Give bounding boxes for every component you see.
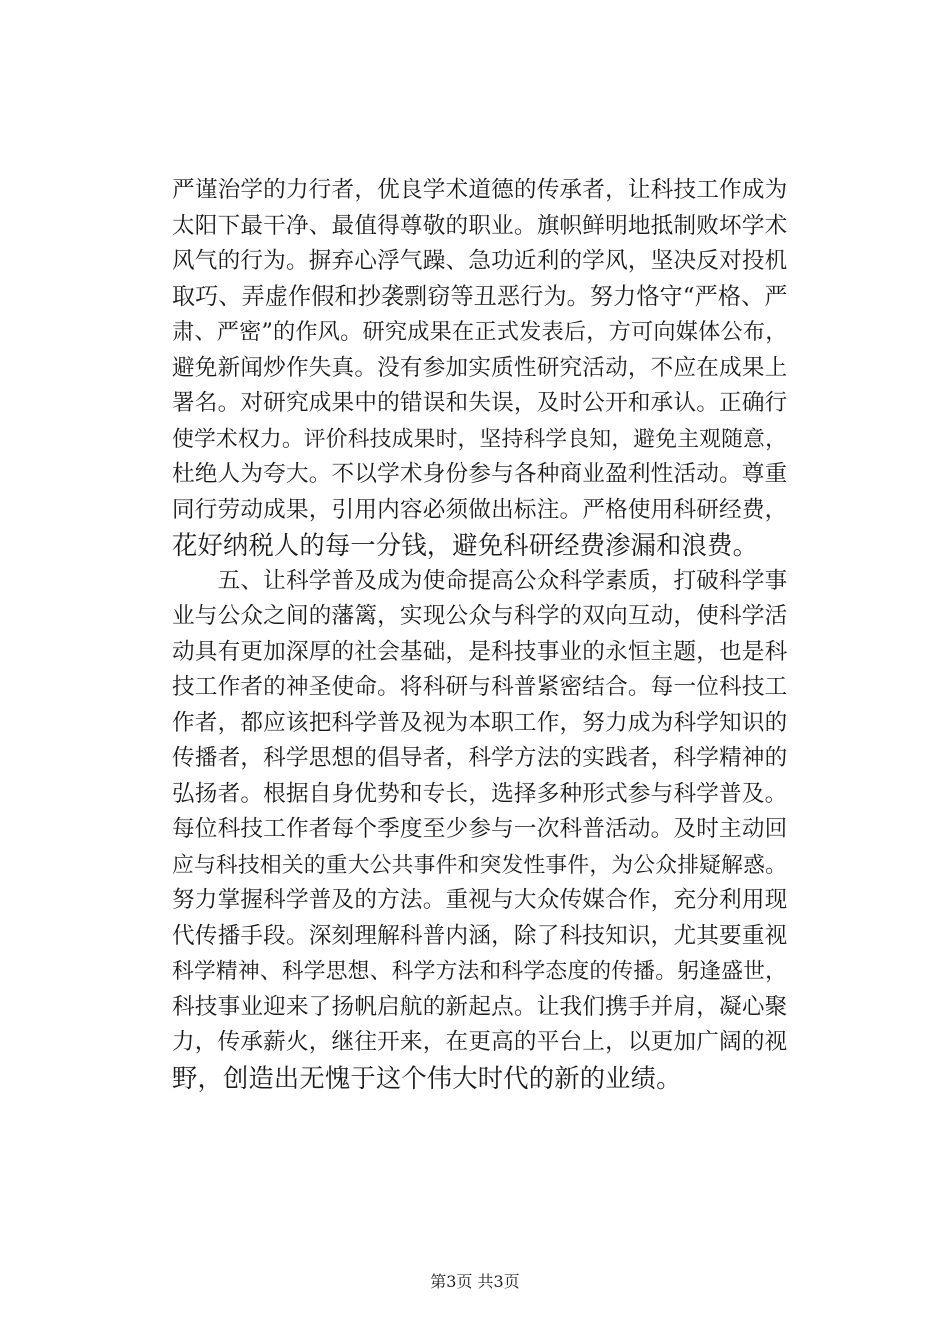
text-line: 署名。对研究成果中的错误和失误，及时公开和承认。正确行 <box>172 390 788 416</box>
text-line: 动具有更加深厚的社会基础，是科技事业的永恒主题，也是科 <box>172 638 788 665</box>
text-line: 五、让科学普及成为使命提高公众科学素质，打破科学事 <box>172 567 788 594</box>
text-line: 肃、严密”的作风。研究成果在正式发表后，方可向媒体公布， <box>172 319 788 345</box>
text-line: 风气的行为。摒弃心浮气躁、急功近利的学风，坚决反对投机 <box>172 248 788 274</box>
text-line: 严谨治学的力行者，优良学术道德的传承者，让科技工作成为 <box>172 177 788 203</box>
body-text <box>172 173 792 1096</box>
text-line: 代传播手段。深刻理解科普内涵，除了科技知识，尤其要重视 <box>172 922 788 949</box>
page-footer: 第3页 共3页 <box>430 1272 520 1291</box>
text-line: 花好纳税人的每一分钱，避免科研经费渗漏和浪费。 <box>172 531 759 560</box>
text-line: 业与公众之间的藩篱，实现公众与科学的双向互动，使科学活 <box>172 603 788 629</box>
text-line: 应与科技相关的重大公共事件和突发性事件，为公众排疑解惑。 <box>172 852 788 878</box>
text-line: 传播者，科学思想的倡导者，科学方法的实践者，科学精神的 <box>172 745 788 771</box>
text-line: 杜绝人为夸大。不以学术身份参与各种商业盈利性活动。尊重 <box>172 461 788 487</box>
text-line: 力，传承薪火，继往开来，在更高的平台上，以更加广阔的视 <box>172 1029 788 1055</box>
text-line: 取巧、弄虚作假和抄袭剽窃等丑恶行为。努力恪守“严格、严 <box>172 283 788 310</box>
text-line: 野，创造出无愧于这个伟大时代的新的业绩。 <box>172 1063 682 1093</box>
text-line: 努力掌握科学普及的方法。重视与大众传媒合作，充分利用现 <box>172 887 788 913</box>
text-line: 科技事业迎来了扬帆启航的新起点。让我们携手并肩，凝心聚 <box>172 993 788 1020</box>
text-line: 科学精神、科学思想、科学方法和科学态度的传播。躬逢盛世， <box>172 959 788 984</box>
text-line: 太阳下最干净、最值得尊敬的职业。旗帜鲜明地抵制败坏学术 <box>172 212 788 239</box>
text-line: 作者，都应该把科学普及视为本职工作，努力成为科学知识的 <box>172 709 788 736</box>
text-line: 弘扬者。根据自身优势和专长，选择多种形式参与科学普及。 <box>172 780 788 807</box>
text-line: 技工作者的神圣使命。将科研与科普紧密结合。每一位科技工 <box>172 674 788 700</box>
text-line: 同行劳动成果，引用内容必须做出标注。严格使用科研经费， <box>172 496 788 523</box>
text-line: 每位科技工作者每个季度至少参与一次科普活动。及时主动回 <box>172 816 788 842</box>
text-line: 避免新闻炒作失真。没有参加实质性研究活动，不应在成果上 <box>172 354 788 381</box>
text-line: 使学术权力。评价科技成果时，坚持科学良知，避免主观随意， <box>172 426 788 452</box>
